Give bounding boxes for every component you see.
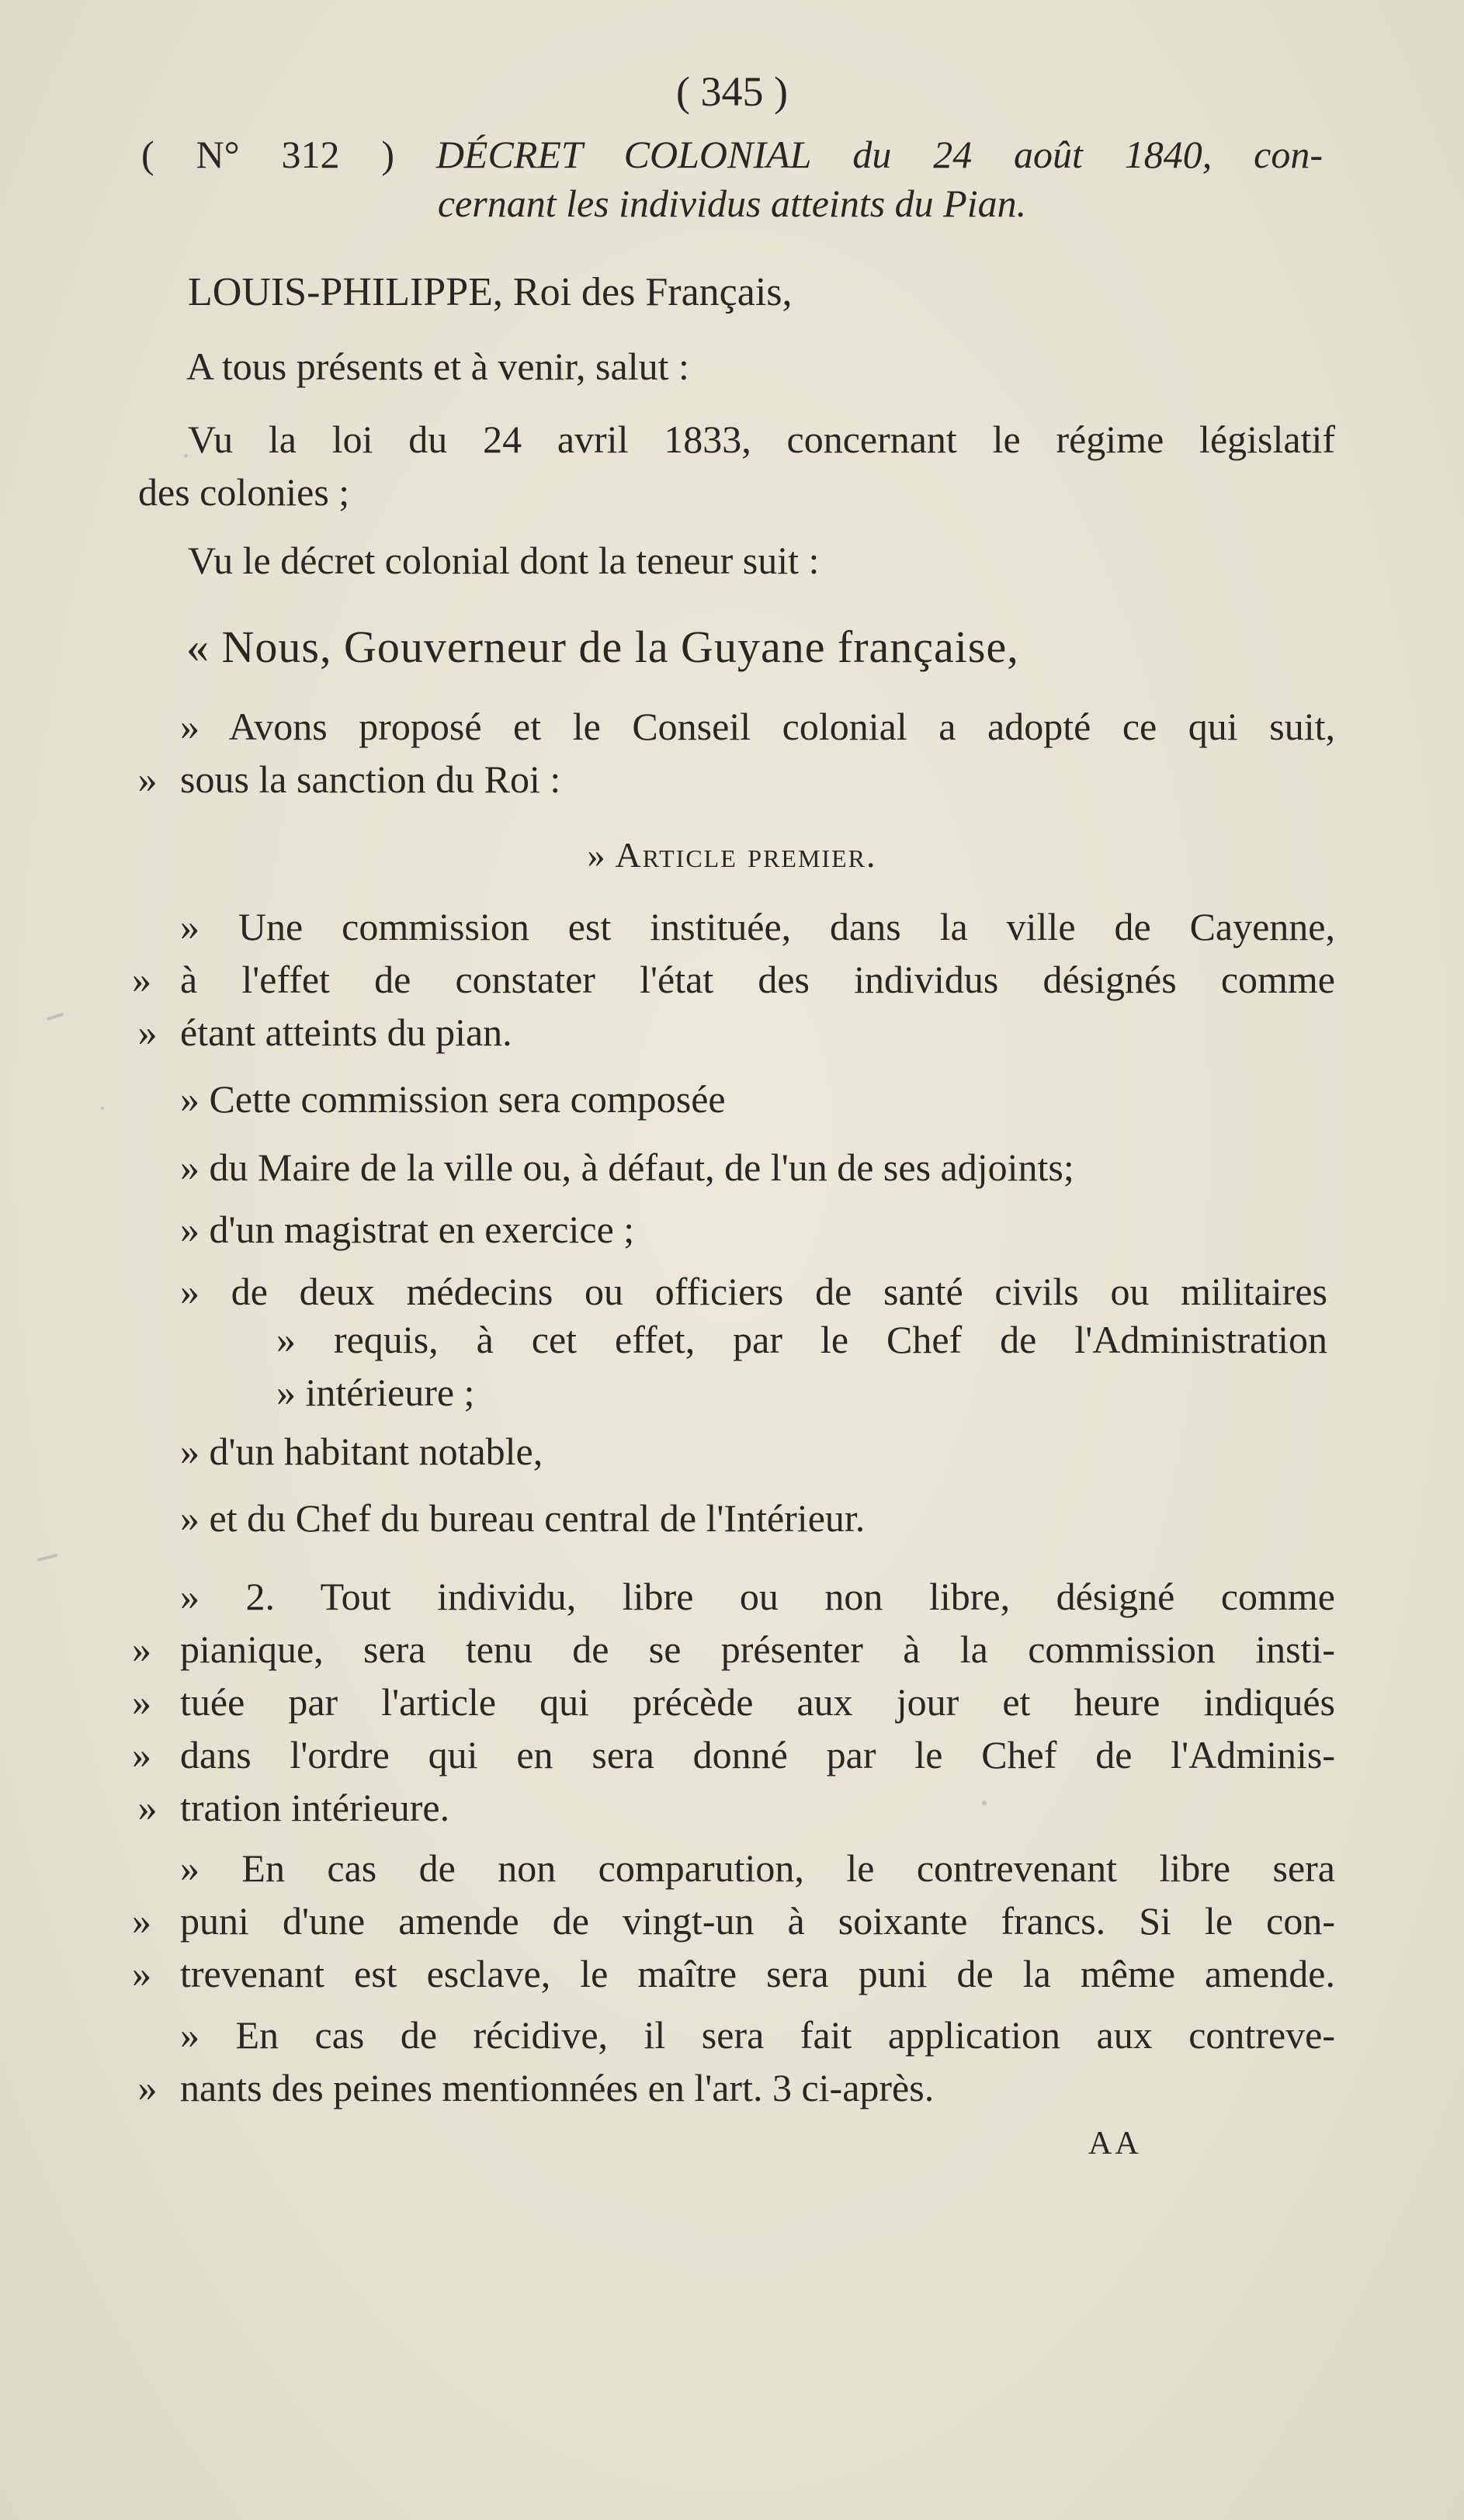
composition-notable: » d'un habitant notable,	[180, 1430, 543, 1473]
quote-mark: »	[132, 1733, 151, 1776]
para1-line-3	[137, 1006, 1335, 1059]
quote-mark: »	[132, 1680, 151, 1724]
composition-magistrate: » d'un magistrat en exercice ;	[180, 1208, 635, 1251]
para2-line-4	[132, 1728, 1335, 1781]
para2-line-3-text: tuée par l'article qui précède aux jour et heure indiqués	[180, 1680, 1335, 1724]
avons-paragraph	[180, 700, 1335, 753]
para2-line-3	[132, 1676, 1335, 1728]
quote-mark: »	[137, 757, 158, 801]
para2-line-2-text: pianique, sera tenu de se présenter à la commission insti-	[180, 1627, 1335, 1671]
para2-line-4-text: dans l'ordre qui en sera donné par le Chef de l'Adminis-	[180, 1733, 1335, 1776]
quote-mark: »	[137, 1010, 158, 1054]
vu-law-line-2: des colonies ;	[138, 470, 350, 514]
quote-mark: »	[132, 958, 151, 1001]
quote-mark: »	[132, 1899, 151, 1943]
avons-line-1: » Avons proposé et le Conseil colonial a adopté ce qui suit,	[180, 705, 1335, 748]
article-paragraph-3	[132, 1842, 1335, 2000]
salut-line: A tous présents et à venir, salut :	[186, 345, 689, 388]
governor-line: « Nous, Gouverneur de la Guyane française,	[186, 622, 1019, 672]
para4-line-2	[137, 2061, 1335, 2114]
article-paragraph-1	[132, 900, 1335, 1059]
composition-doctors-line-1: » de deux médecins ou officiers de santé civils ou militaires	[180, 1270, 1327, 1313]
avons-line-2: sous la sanction du Roi :	[180, 757, 561, 801]
para4-line-2-text: nants des peines mentionnées en l'art. 3 ci-après.	[180, 2066, 935, 2109]
composition-doctors-line-3: » intérieure ;	[276, 1371, 475, 1414]
para3-line-3-text: trevenant est esclave, le maître sera puni de la même amende.	[180, 1952, 1335, 1995]
page-number: ( 345 )	[676, 68, 788, 115]
para1-line-2-text: à l'effet de constater l'état des individus désignés comme	[180, 958, 1335, 1001]
para4-line-1: » En cas de récidive, il sera fait application aux contreve-	[180, 2013, 1335, 2057]
signature-mark: AA	[1088, 2126, 1142, 2161]
decree-title-line-2: cernant les individus atteints du Pian.	[437, 182, 1027, 225]
para2-line-1: » 2. Tout individu, libre ou non libre, désigné comme	[180, 1575, 1335, 1618]
decree-header	[141, 128, 1323, 181]
article-paragraph-2	[132, 1570, 1335, 1834]
composition-mayor: » du Maire de la ville ou, à défaut, de l'un de ses adjoints;	[180, 1146, 1074, 1189]
article-paragraph-4	[137, 2009, 1335, 2114]
decree-title-line-1: DÉCRET COLONIAL du 24 août 1840, con-	[435, 133, 1323, 176]
para1-line-1: » Une commission est instituée, dans la ville de Cayenne,	[180, 905, 1335, 948]
vu-law-paragraph	[138, 413, 1335, 518]
vu-law-line-1: Vu la loi du 24 avril 1833, concernant le régime législatif	[188, 418, 1335, 461]
composition-doctors-line-2: » requis, à cet effet, par le Chef de l'Administration	[276, 1318, 1327, 1361]
para2-line-5	[137, 1781, 1335, 1834]
quote-mark: »	[137, 1786, 158, 1829]
para3-line-2-text: puni d'une amende de vingt-un à soixante francs. Si le con-	[180, 1899, 1335, 1943]
quote-mark: »	[132, 1627, 151, 1671]
quote-mark: »	[137, 2066, 158, 2109]
article-heading: » Article premier.	[587, 835, 877, 875]
composition-doctors-cont	[276, 1313, 1327, 1419]
vu-decree-line: Vu le décret colonial dont la teneur suit :	[188, 539, 820, 582]
decree-number: ( N° 312 )	[141, 133, 394, 176]
para2-line-5-text: tration intérieure.	[180, 1786, 450, 1829]
quote-mark: »	[132, 1952, 151, 1995]
para2-line-2	[132, 1623, 1335, 1676]
para1-line-3-text: étant atteints du pian.	[180, 1010, 512, 1054]
composition-doctors	[180, 1265, 1327, 1318]
composition-bureau-chief: » et du Chef du bureau central de l'Intérieur.	[180, 1496, 866, 1540]
king-title: LOUIS-PHILIPPE, Roi des Français,	[188, 270, 793, 314]
composition-intro: » Cette commission sera composée	[180, 1077, 726, 1121]
para3-line-1: » En cas de non comparution, le contrevenant libre sera	[180, 1846, 1335, 1890]
para1-line-2	[132, 953, 1335, 1006]
para3-line-3	[132, 1947, 1335, 2000]
avons-line-2-wrap	[137, 753, 1189, 806]
para3-line-2	[132, 1894, 1335, 1947]
